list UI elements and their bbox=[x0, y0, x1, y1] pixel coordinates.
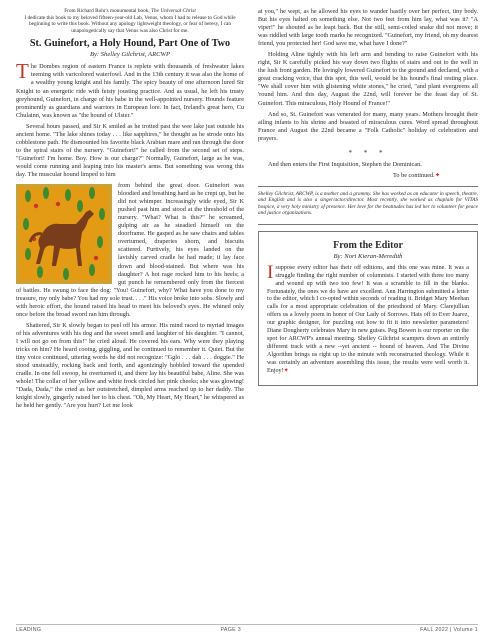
footer-page-number: PAGE 3 bbox=[220, 627, 242, 633]
red-diamond-icon: ✦ bbox=[434, 171, 440, 179]
footer-issue: FALL 2022 | Volume 1 bbox=[420, 627, 478, 633]
book-title: The Universal Christ bbox=[151, 8, 196, 14]
article-paragraph-5: at you," he wept, as he allowed his eyes to wander hastily over her perfect, tiny body. But his eyes halted on something else. Not two feet from him lay, what was it? "A viper!" he shouted as he leapt back. But the still, semi-coiled snake did not move; it was riddled with large tooth marks he recognized. "Guinefort, my friend, oh my dearest friend, you protected her! God save me, what have I done?" bbox=[258, 8, 478, 48]
article-paragraph-2: Several hours passed, and Sir K smiled as he trotted past the wee lake just outside his ancient home. "The lake shines today . . . like sapphires," he thought as he strode onto his cobblestone path. He dismounted his favorite black Arabian mare and ran through the door to the spiral stairs of the nursery. "Guinefort!" he called from the second set of steps. "Guinefort! I'm home. Boy. How is our charge?" Normally, Guinefort, large as he was, would come running and leaping into his master's arms. But something was wrong this day. The muscular hound limped to him bbox=[16, 122, 244, 178]
editor-body: Isuppose every editor has their off editions, and this one was mine. It was a struggle finding the right number of columnists. I started with three too many and wound up with two too few! It was a scramble to fill in the blanks. Fortunately, the ones we do have are excellent. Ann Harrington submitted a letter to the editor, which I co-opted within seconds of reading it. Bridget Mary Meehan calls for a most appropriate celebration of the priesthood of Mary. Clarejullian offers us a lovely poem in honor of Our Lady of Sorrows. Hats off to Ever Juarez, our graphic designer, for puzzling out how to fit it into newsletter parameters! Diane Dougherty celebrates Mary in new guises. Peg Bowen is our reporter on the spot for ARCWP's annual meeting. Shelley Gilchrist scampers down an entirely different track with a new --yet ancient -- hound of heaven. And The Divine Algorithm brings us right up to the minute with reconstructed theology. While it was certainly an adventure assembling this issue, the results were well worth it. Enjoy! bbox=[267, 261, 469, 374]
editor-title: From the Editor bbox=[333, 239, 403, 251]
footer-publication: LEADING bbox=[16, 627, 42, 633]
intro-note bbox=[16, 8, 244, 34]
article-paragraph-6: Holding Aline tightly with his left arm and bending to raise Guinefort with his right, Sir K carefully picked his way down two flights of stairs and out to the well in the lush front garden. He lovingly lowered Guinefort to the ground and declared, with a great cracking voice, that this spot, this well, would be his hound's final resting place. "We shall cover him with glistening white stones," he cried, "and plant evergreens all 'round him. And this day, August the 22nd, will forever be the feast day of St. Guinefort. This miraculous, Holy Hound of France!" bbox=[258, 51, 478, 107]
section-break: * * * bbox=[348, 148, 388, 157]
page-footer bbox=[16, 624, 478, 633]
closing-line: And then enters the First Inquisition, Stephen the Dominican. bbox=[268, 160, 422, 168]
author-bio-text: Shelley Gilchrist, ARCWP, is a mother and a grammy. She has worked as an educator in speech, theatre, and English and is also a singer/actor/director. Most recently, she worked as chaplain for VITAS hospice, a very holy ministry of presence. Her love for the beatitudes has led her to volunteer for peace and justice organizations. bbox=[258, 190, 478, 217]
author-bio bbox=[258, 186, 478, 225]
editor-text bbox=[267, 261, 469, 376]
editor-section bbox=[258, 231, 478, 386]
intro-dedication: I dedicate this book to my beloved fifteen-year-old Lab, Venus, whom I had to release to God while beginning to write this book. Without any apology lightweight theology, or fear of heresy, I can unapologetically say that Venus was also Christ for me. bbox=[24, 14, 236, 34]
left-column bbox=[16, 8, 244, 413]
article-paragraph-3: from behind the great door. Guinefort was bloodied and breathing hard as he crept up, but he did not whimper. Increasingly wide eyed, Sir K pushed past him and stood at the threshold of the nursery. "What? What is this?" he screamed, gulping air as he steadied himself on the doorframe. He gasped as he saw chairs and tables overturned, draperies shorn, and biscuits scattered. Furtively, his eyes landed on the lavishly carved cradle he had made; it lay face down and blood-stained. But where was his daughter? A hot rage rocked him to his heels; a gut punch he remembered only from the fiercest of battles. He swung to face the dog: "You! Guinefort, why? What have you done to my treasure, my only babe? You had my sole trust. . . ." His voice broke into sobs. Slowly and with heroic effort, the hound raised his head to meet his beloved's eyes. He whined only once before the broad sword ran him through. bbox=[16, 182, 244, 318]
right-column bbox=[258, 8, 478, 386]
article-paragraph-4: Shattered, Sir K slowly began to peel off his armor. His mind raced to myriad images of his adventures with his dog and the sweet smell and laughter of his daughter. "I cannot, I will not go on from this!" he cried aloud. He covered his ears. Why were they playing tricks on him? He heard cooing, giggling, and he continued to remember it. Quiet. But the tiny voice continued, uttering words he did not recognize: "Gglo . . . dah . . . doggie." He stood unsteadily, rocking back and forth, and agonizingly hobbled toward the upended cradle. In one fell swoop, he overturned it, and there lay his beautiful babe, Aline. She was whole! The collar of her yellow and white frock circled her pink cheeks; she was glowing! "Dada, Dada," the cried as her outstretched, dimpled arms reached up to her daddy. The knight slowly, gingerly raised her to his chest. "Oh, My Heart, My Heart," he whispered as he held her gently. "Are you hurt? Let me look bbox=[16, 321, 244, 410]
intro-prefix: From Richard Rohr's monumental book, bbox=[64, 8, 152, 14]
red-diamond-icon: ✦ bbox=[283, 367, 289, 374]
article-paragraph-1: The Dombes region of eastern France is replete with thousands of freshwater lakes teeming with varicolored waterfowl. And in the 13th century it was also the home of a wealthy young knight and his family. The spicy beauty of one afternoon lured Sir Knight to an energetic ride with feisty jousting practice. And as usual, he left his trusty greyhound, Guinefort, in charge of his babe in the well-appointed nursery. Hounds feature prominently as guardians and warriors in European lore. In fact, Ireland's great hero, Cu Chulainn, was known as "the hound of Ulster." bbox=[16, 59, 244, 119]
article-paragraph-7: And so, St. Guinefort was venerated for many, many years. Mothers brought their ailing infants to his shrine and boasted of miraculous cures. Word spread throughout France and August the 22nd became a "Folk Catholic" holiday of celebration and prayers. bbox=[258, 110, 478, 142]
greyhound-illustration bbox=[16, 184, 112, 284]
continued-note bbox=[258, 172, 440, 180]
continued-text: To be continued. bbox=[393, 171, 435, 179]
editor-byline: By: Nori Kieran-Meredith bbox=[333, 252, 403, 260]
article-byline: By: Shelley Gilchrist, ARCWP bbox=[89, 51, 171, 59]
article-title: St. Guinefort, a Holy Hound, Part One of Two bbox=[29, 38, 231, 50]
greyhound-art bbox=[16, 184, 112, 284]
